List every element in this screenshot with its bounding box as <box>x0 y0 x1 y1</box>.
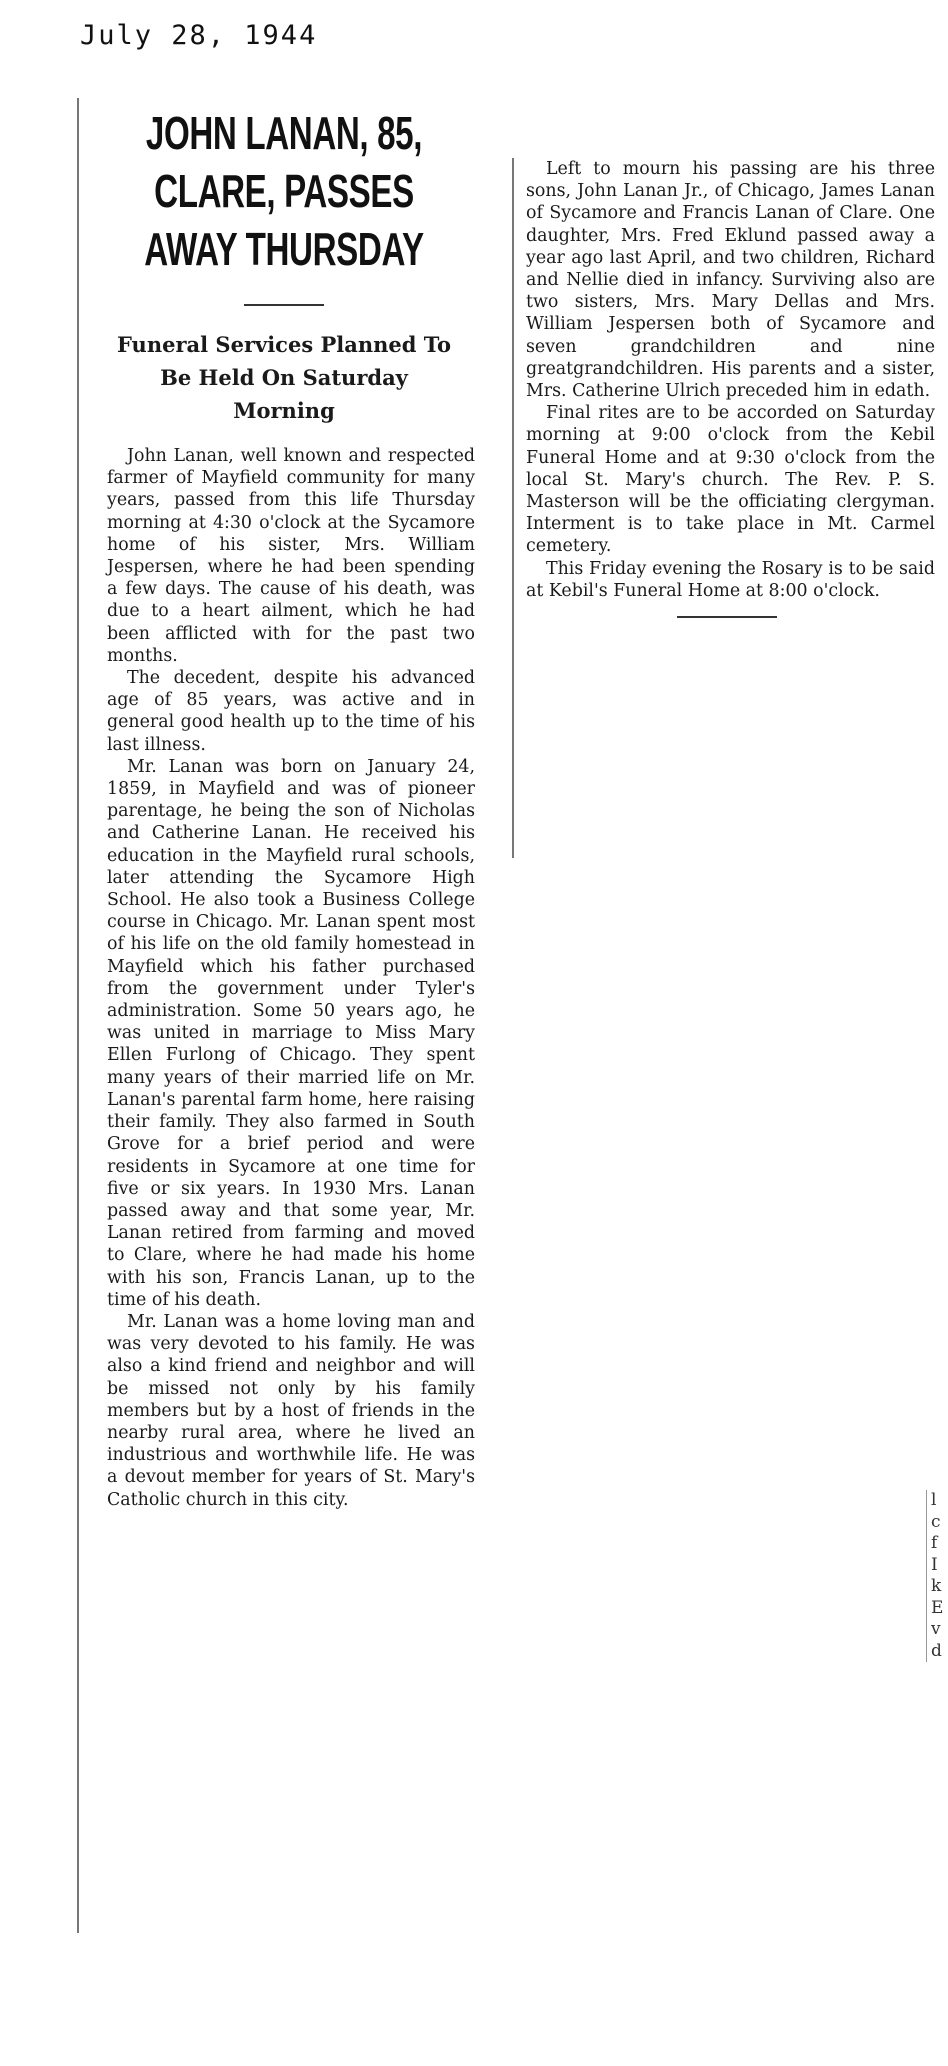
headline-line-1: JOHN LANAN, 85, <box>145 107 423 159</box>
subheadline-line-2: Be Held On Saturday <box>160 365 408 390</box>
headline-divider <box>244 304 324 306</box>
subheadline <box>79 328 489 427</box>
edge-letter: E <box>931 1597 944 1618</box>
clipping-date: July 28, 1944 <box>80 20 318 51</box>
paragraph-character: Mr. Lanan was a home loving man and was very devoted to his family. He was also a kind friend and neighbor and will be missed not only by his family members but by a host of friends in the nearby rural area, where he lived an industrious and worthwhile life. He was a devout member for years of St. Mary's Catholic church in this city. <box>107 1311 475 1510</box>
subheadline-line-3: Morning <box>233 398 335 423</box>
edge-letter: k <box>931 1576 942 1596</box>
right-column <box>512 158 939 858</box>
headline-line-3: AWAY THURSDAY <box>144 223 424 275</box>
edge-letter: I <box>931 1554 938 1575</box>
right-article-body <box>514 158 939 602</box>
edge-letter: c <box>931 1511 941 1532</box>
paragraph-biography: Mr. Lanan was born on January 24, 1859, in Mayfield and was of pioneer parentage, he being the son of Nicholas and Catherine Lanan. He received his education in the Mayfield rural schools, later attending the Sycamore High School. He also took a Business College course in Chicago. Mr. Lanan spent most of his life on the old family homestead in Mayfield which his father purchased from the government under Tyler's administration. Some 50 years ago, he was united in marriage to Miss Mary Ellen Furlong of Chicago. They spent many years of their married life on Mr. Lanan's parental farm home, here raising their family. They also farmed in South Grove for a brief period and were residents in Sycamore at one time for five or six years. In 1930 Mrs. Lanan passed away and that some year, Mr. Lanan retired from farming and moved to Clare, where he had made his home with his son, Francis Lanan, up to the time of his death. <box>107 756 475 1310</box>
edge-letter: f <box>931 1533 938 1553</box>
paragraph-funeral-rites: Final rites are to be accorded on Saturday morning at 9:00 o'clock from the Kebil Funeral Home and at 9:30 o'clock from the local St. Mary's church. The Rev. P. S. Masterson will be the officiating clergyman. Interment is to take place in Mt. Carmel cemetery. <box>526 403 935 557</box>
paragraph-survivors: Left to mourn his passing are his three sons, John Lanan Jr., of Chicago, James Lanan of Sycamore and Francis Lanan of Clare. One daughter, Mrs. Fred Eklund passed away a year ago last April, and two children, Richard and Nellie died in infancy. Surviving also are two sisters, Mrs. Mary Dellas and Mrs. William Jespersen both of Sycamore and seven grandchildren and nine greatgrandchildren. His parents and a sister, Mrs. Catherine Ulrich preceded him in edath. <box>526 159 935 402</box>
left-column <box>77 98 489 1933</box>
headline <box>79 104 489 278</box>
paragraph-health: The decedent, despite his advanced age of 85 years, was active and in general good health up to the time of his last illness. <box>107 668 475 755</box>
paragraph-rosary: This Friday evening the Rosary is to be said at Kebil's Funeral Home at 8:00 o'clock. <box>526 558 935 601</box>
adjacent-clipping-fragment <box>926 1490 948 1662</box>
article-end-divider <box>677 616 777 618</box>
left-article-body <box>79 445 489 1511</box>
subheadline-line-1: Funeral Services Planned To <box>117 332 451 357</box>
headline-line-2: CLARE, PASSES <box>154 165 414 217</box>
edge-letter: d <box>931 1640 942 1661</box>
edge-letter: v <box>931 1619 941 1639</box>
paragraph-obituary-intro: John Lanan, well known and respected farmer of Mayfield community for many years, passed from this life Thursday morning at 4:30 o'clock at the Sycamore home of his sister, Mrs. William Jespersen, where he had been spending a few days. The cause of his death, was due to a heart ailment, which he had been afflicted with for the past two months. <box>107 446 475 666</box>
edge-letter: l <box>931 1490 937 1510</box>
